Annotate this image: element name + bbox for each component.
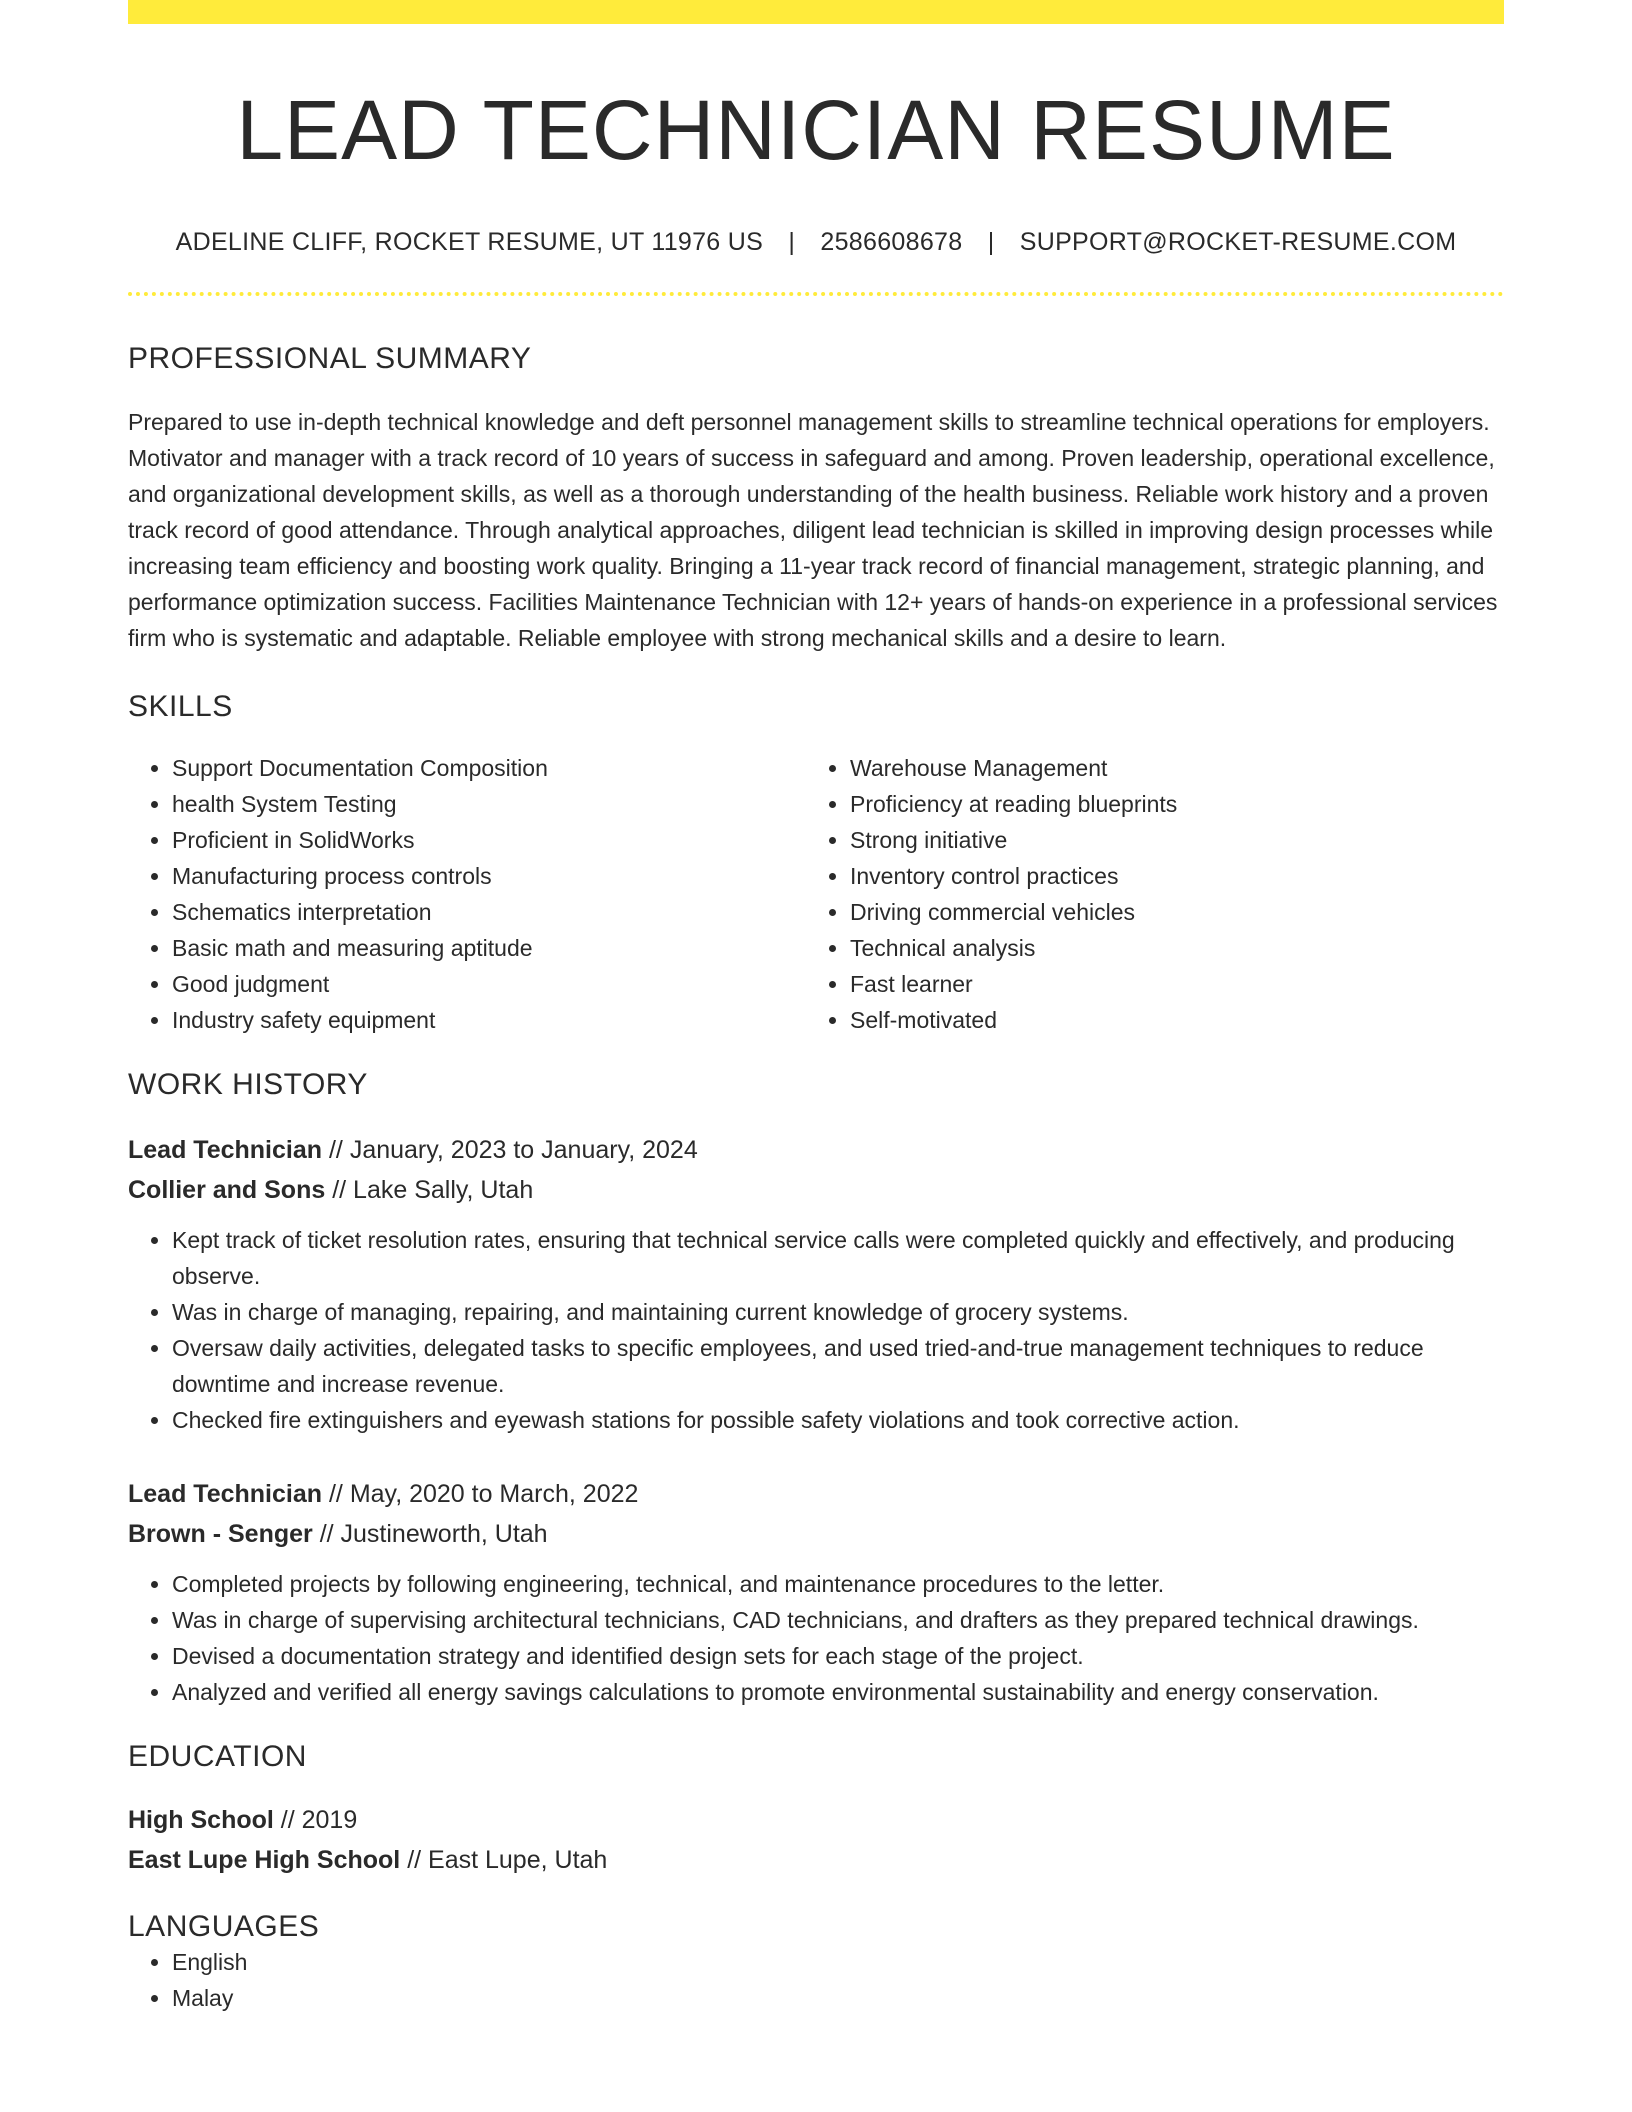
skills-heading: SKILLS [128, 690, 233, 724]
contact-phone: 2586608678 [820, 228, 963, 257]
languages-heading: LANGUAGES [128, 1910, 320, 1944]
skill-item: • Driving commercial vehicles [850, 894, 1484, 930]
job-duty: • Oversaw daily activities, delegated tasks to specific employees, and used tried-and-true management techniques to reduce downtime and increase revenue. [172, 1330, 1504, 1402]
job-company: Collier and Sons [128, 1176, 326, 1205]
job-duty: • Completed projects by following engineering, technical, and maintenance procedures to the letter. [172, 1566, 1504, 1602]
job-duty: • Checked fire extinguishers and eyewash stations for possible safety violations and took corrective action. [172, 1402, 1504, 1438]
skill-item: • Technical analysis [850, 930, 1484, 966]
work-history-heading: WORK HISTORY [128, 1068, 368, 1102]
accent-top-bar [128, 0, 1504, 24]
education-entry [128, 1800, 1504, 1880]
education-heading: EDUCATION [128, 1740, 307, 1774]
education-school-line [128, 1840, 1504, 1880]
contact-email: SUPPORT@ROCKET-RESUME.COM [1019, 228, 1457, 257]
job-duty: • Devised a documentation strategy and identified design sets for each stage of the project. [172, 1638, 1504, 1674]
summary-heading: PROFESSIONAL SUMMARY [128, 342, 532, 376]
skill-item: • Self-motivated [850, 1002, 1484, 1038]
job-entry [128, 1130, 1504, 1438]
job-duty: • Analyzed and verified all energy savings calculations to promote environmental sustainability and energy conservation. [172, 1674, 1504, 1710]
contact-separator: | [788, 228, 796, 257]
education-location: // East Lupe, Utah [400, 1846, 608, 1875]
language-item: • Malay [172, 1980, 1504, 2016]
job-location: // Lake Sally, Utah [325, 1176, 534, 1205]
skill-item: • health System Testing [172, 786, 806, 822]
job-dates: // January, 2023 to January, 2024 [322, 1136, 698, 1165]
job-dates: // May, 2020 to March, 2022 [322, 1480, 639, 1509]
skill-item: • Basic math and measuring aptitude [172, 930, 806, 966]
job-title-line [128, 1130, 1504, 1170]
skill-item: • Support Documentation Composition [172, 750, 806, 786]
skill-item: • Manufacturing process controls [172, 858, 806, 894]
skills-right-list [806, 750, 1484, 1038]
summary-text: Prepared to use in-depth technical knowledge and deft personnel management skills to streamline technical operations for employers. Motivator and manager with a track record of 10 years of success in safeguard and among. Proven leadership, operational excellence, and organizational development skills, as well as a thorough understanding of the health business. Reliable work history and a proven track record of good attendance. Through analytical approaches, diligent lead technician is skilled in improving design processes while increasing team efficiency and boosting work quality. Bringing a 11-year track record of financial management, strategic planning, and performance optimization success. Facilities Maintenance Technician with 12+ years of hands-on experience in a professional services firm who is systematic and adaptable. Reliable employee with strong mechanical skills and a desire to learn. [128, 409, 1498, 652]
skill-item: • Proficient in SolidWorks [172, 822, 806, 858]
contact-separator: | [987, 228, 995, 257]
contact-address: ADELINE CLIFF, ROCKET RESUME, UT 11976 US [175, 228, 764, 257]
resume-page [128, 0, 1504, 2016]
job-location: // Justineworth, Utah [312, 1520, 548, 1549]
skill-item: • Strong initiative [850, 822, 1484, 858]
languages-list [128, 1944, 1504, 2016]
skill-item: • Fast learner [850, 966, 1484, 1002]
skill-item: • Good judgment [172, 966, 806, 1002]
skill-item: • Industry safety equipment [172, 1002, 806, 1038]
skill-item: • Schematics interpretation [172, 894, 806, 930]
job-duties-list [128, 1566, 1504, 1710]
contact-line [128, 228, 1504, 257]
job-duty: • Was in charge of supervising architectural technicians, CAD technicians, and drafters as they prepared technical drawings. [172, 1602, 1504, 1638]
skill-item: • Proficiency at reading blueprints [850, 786, 1484, 822]
resume-title: LEAD TECHNICIAN RESUME [236, 83, 1396, 177]
language-item: • English [172, 1944, 1504, 1980]
job-entry [128, 1474, 1504, 1710]
education-year: // 2019 [273, 1806, 358, 1835]
job-duty: • Was in charge of managing, repairing, and maintaining current knowledge of grocery systems. [172, 1294, 1504, 1330]
job-title: Lead Technician [128, 1136, 323, 1165]
job-duties-list [128, 1222, 1504, 1438]
skill-item: • Inventory control practices [850, 858, 1484, 894]
education-school: East Lupe High School [128, 1846, 401, 1875]
skill-item: • Warehouse Management [850, 750, 1484, 786]
job-company-line [128, 1514, 1504, 1554]
dotted-divider [128, 292, 1504, 296]
job-title-line [128, 1474, 1504, 1514]
education-degree-line [128, 1800, 1504, 1840]
job-duty: • Kept track of ticket resolution rates, ensuring that technical service calls were completed quickly and effectively, and producing observe. [172, 1222, 1504, 1294]
skills-left-list [128, 750, 806, 1038]
education-degree: High School [128, 1806, 274, 1835]
job-company-line [128, 1170, 1504, 1210]
job-title: Lead Technician [128, 1480, 323, 1509]
skills-columns [128, 750, 1504, 1038]
job-company: Brown - Senger [128, 1520, 313, 1549]
